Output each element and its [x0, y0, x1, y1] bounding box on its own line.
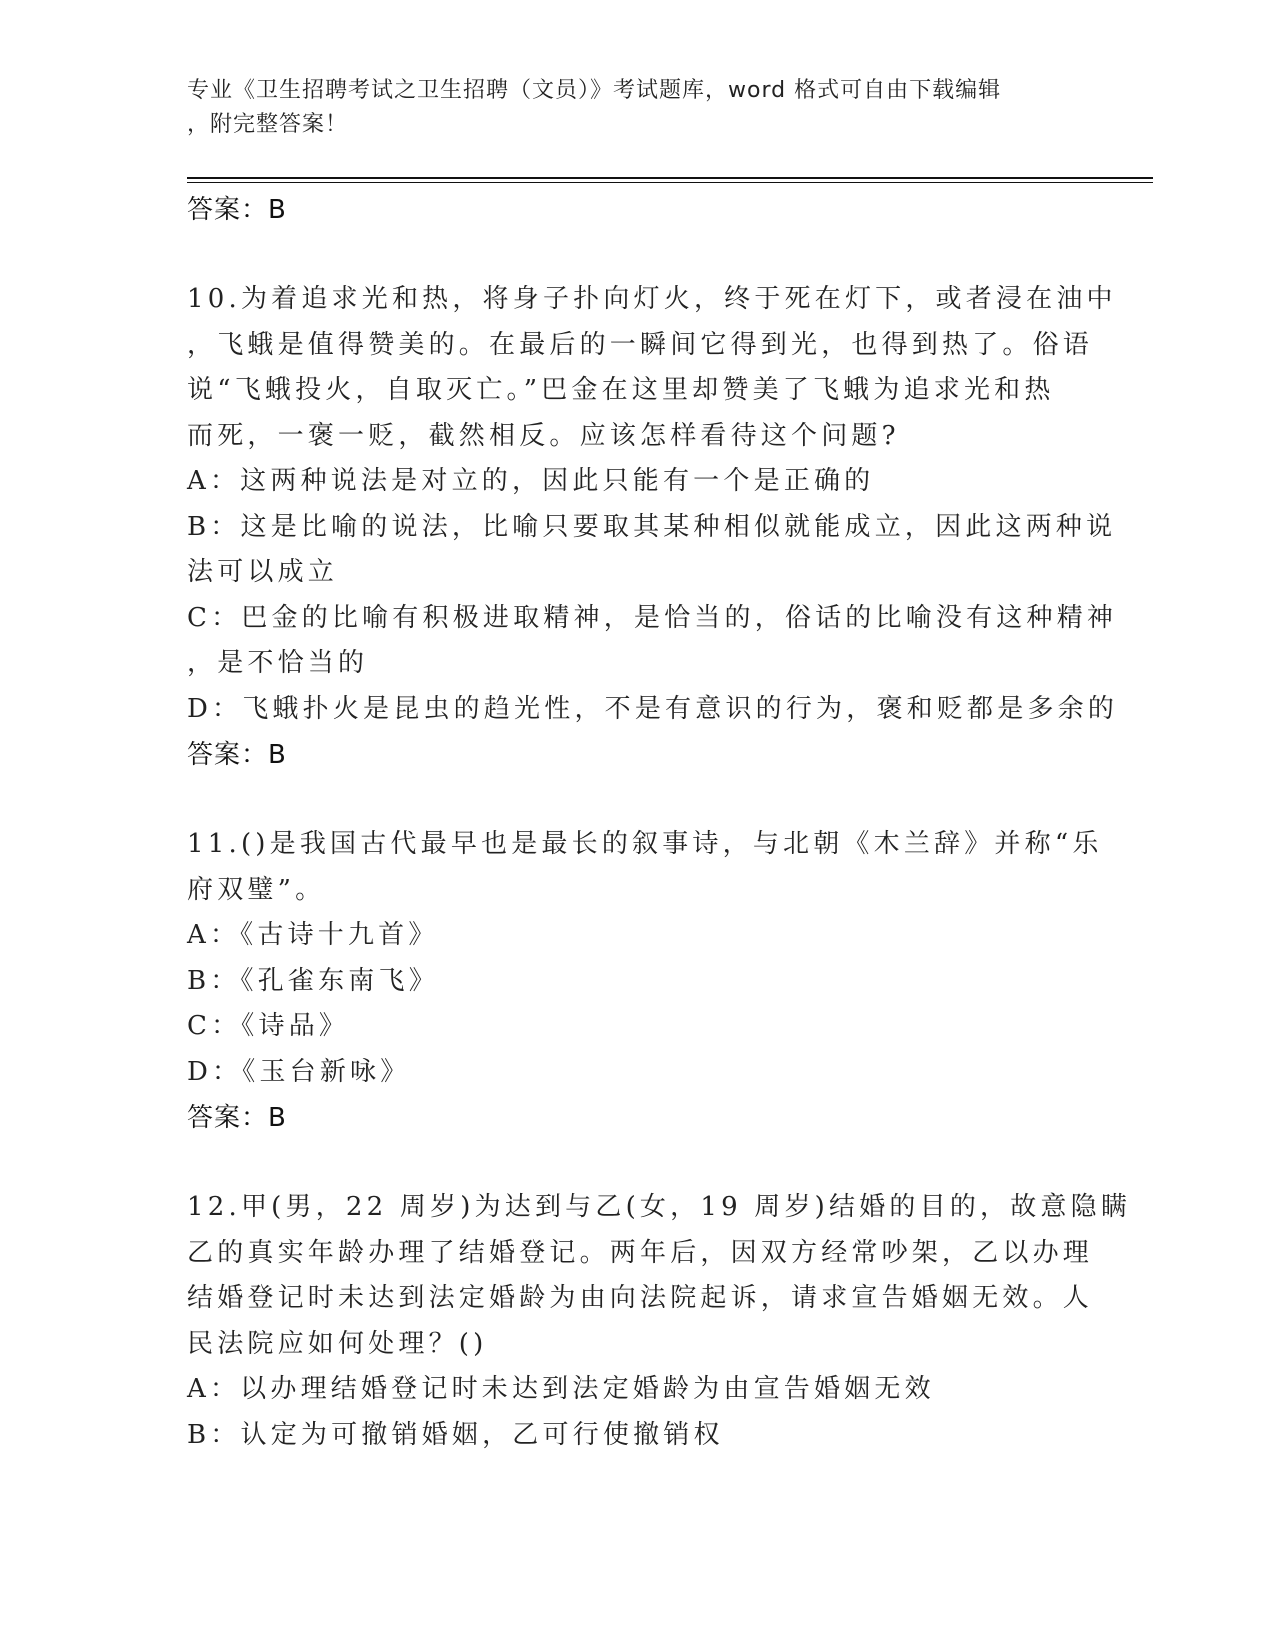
option-c: C：巴金的比喻有积极进取精神，是恰当的，俗话的比喻没有这种精神 — [187, 602, 1118, 633]
option-a: A：这两种说法是对立的，因此只能有一个是正确的 — [187, 466, 875, 496]
option-b: B：认定为可撤销婚姻，乙可行使撤销权 — [187, 1419, 724, 1450]
option-d: D：飞蛾扑火是昆虫的趋光性，不是有意识的行为，褒和贬都是多余的 — [187, 693, 1119, 724]
header-rule-thin — [187, 182, 1153, 183]
option-a: A：以办理结婚登记时未达到法定婚龄为由宣告婚姻无效 — [187, 1374, 935, 1404]
question-11 — [187, 822, 1103, 1141]
page-header — [187, 74, 1067, 142]
option-a: A：《古诗十九首》 — [187, 920, 439, 950]
option-d: D：《玉台新咏》 — [187, 1056, 411, 1087]
question-12 — [187, 1185, 1132, 1458]
question-text-line: 乙的真实年龄办理了结婚登记。两年后，因双方经常吵架，乙以办理 — [187, 1237, 1094, 1268]
question-text-line: ，飞蛾是值得赞美的。在最后的一瞬间它得到光，也得到热了。俗语 — [187, 329, 1094, 360]
option-b: B：《孔雀东南飞》 — [187, 965, 439, 996]
option-b: B：这是比喻的说法，比喻只要取其某种相似就能成立，因此这两种说 — [187, 511, 1117, 542]
option-c-continued: ，是不恰当的 — [187, 648, 369, 678]
header-line-2: ，附完整答案！ — [187, 112, 349, 137]
answer-line: 答案：B — [187, 1103, 287, 1133]
question-text-line: 10.为着追求光和热，将身子扑向灯火，终于死在灯下，或者浸在油中 — [187, 284, 1117, 314]
question-text-line: 说“飞蛾投火，自取灭亡。”巴金在这里却赞美了飞蛾为追求光和热 — [187, 375, 1055, 405]
header-rule-thick — [187, 177, 1153, 179]
answer-line: 答案：B — [187, 195, 287, 225]
header-line-1: 专业《卫生招聘考试之卫生招聘（文员）》考试题库，word 格式可自由下载编辑 — [187, 78, 1002, 103]
question-text-line: 府双璧”。 — [187, 874, 326, 905]
question-10 — [187, 277, 1119, 778]
answer-line: 答案：B — [187, 740, 287, 770]
question-text-line: 结婚登记时未达到法定婚龄为由向法院起诉，请求宣告婚姻无效。人 — [187, 1283, 1094, 1313]
question-text-line: 12.甲(男，22 周岁)为达到与乙(女，19 周岁)结婚的目的，故意隐瞒 — [187, 1192, 1132, 1222]
question-text-line: 而死，一褒一贬，截然相反。应该怎样看待这个问题? — [187, 420, 900, 451]
document-body — [187, 187, 1132, 1458]
question-text-line: 11.()是我国古代最早也是最长的叙事诗，与北朝《木兰辞》并称“乐 — [187, 829, 1103, 859]
option-c: C：《诗品》 — [187, 1011, 350, 1041]
option-b-continued: 法可以成立 — [187, 557, 339, 587]
question-text-line: 民法院应如何处理？() — [187, 1328, 488, 1359]
